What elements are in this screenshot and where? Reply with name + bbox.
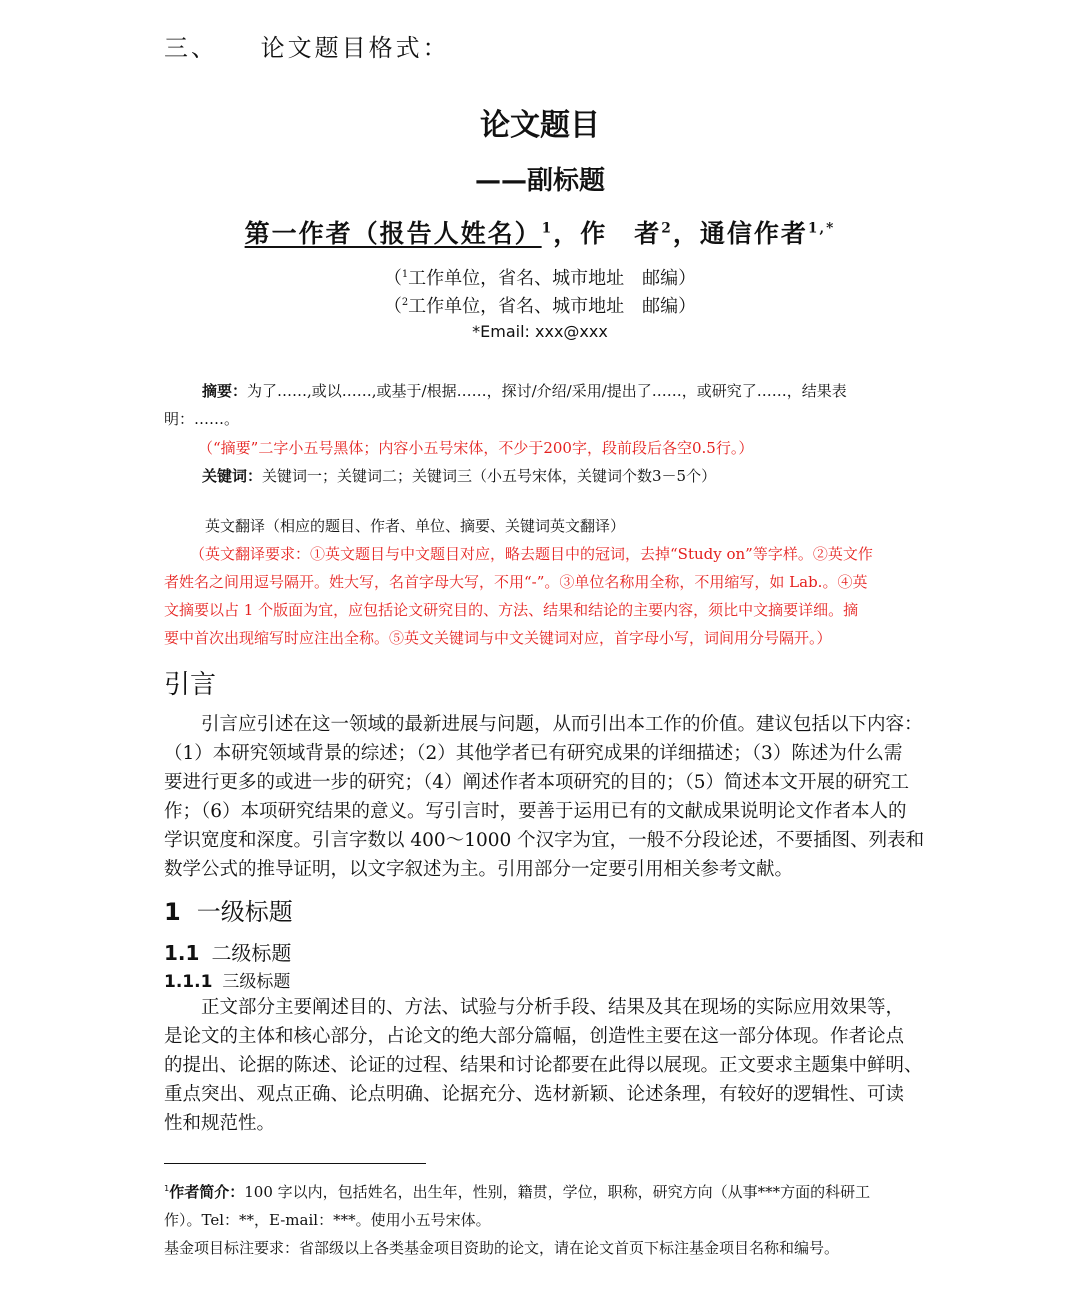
intro-line-3: 要进行更多的或进一步的研究；（4）阐述作者本项研究的目的；（5）简述本文开展的研究工 <box>164 772 910 793</box>
body-line-1: 正文部分主要阐述目的、方法、试验与分析手段、结果及其在现场的实际应用效果等， <box>164 997 905 1018</box>
second-author: ，作 者 <box>553 219 662 248</box>
english-heading: 英文翻译（相应的题目、作者、单位、摘要、关键词英文翻译） <box>205 517 626 535</box>
second-author-sup: 2 <box>661 220 673 237</box>
intro-heading: 引言 <box>164 670 217 700</box>
first-author: 第一作者（报告人姓名） <box>244 219 542 248</box>
intro-line-2: （1）本研究领域背景的综述；（2）其他学者已有研究成果的详细描述；（3）陈述为什么需 <box>164 743 903 764</box>
keywords-label: 关键词： <box>202 467 263 485</box>
body-line-5: 性和规范性。 <box>164 1113 276 1134</box>
section-heading <box>164 28 450 63</box>
first-author-sup: 1 <box>541 220 554 237</box>
english-req-1: （英文翻译要求：①英文题目与中文题目对应，略去题目中的冠词，去掉“Study on”等字样。②英文作 <box>190 545 873 563</box>
abstract-text-1: 为了……,或以……,或基于/根据……，探讨/介绍/采用/提出了……，或研究了……，结果表 <box>247 382 847 400</box>
abstract-label: 摘要： <box>202 382 248 400</box>
intro-line-6: 数学公式的推导证明，以文字叙述为主。引用部分一定要引用相关参考文献。 <box>164 859 794 880</box>
abstract-line-1 <box>202 380 847 401</box>
intro-line-4: 作；（6）本项研究结果的意义。写引言时，要善于运用已有的文献成果说明论文作者本人的 <box>164 801 907 822</box>
footnote-label: 作者简介： <box>169 1183 245 1201</box>
affiliation-1-sup: 1 <box>401 269 409 280</box>
body-line-4: 重点突出、观点正确、论点明确、论据充分、选材新颖、论述条理，有较好的逻辑性、可读 <box>164 1084 905 1105</box>
abstract-text-2: 明：……。 <box>164 410 240 428</box>
footnote-divider <box>164 1163 426 1164</box>
heading-level-2-text: 二级标题 <box>211 941 292 965</box>
fund-note: 基金项目标注要求：省部级以上各类基金项目资助的论文，请在论文首页下标注基金项目名称和编号。 <box>164 1239 840 1257</box>
body-line-3: 的提出、论据的陈述、论证的过程、结果和讨论都要在此得以展现。正文要求主题集中鲜明、 <box>164 1055 923 1076</box>
abstract-note: （“摘要”二字小五号黑体；内容小五号宋体，不少于200字，段前段后各空0.5行。） <box>198 439 754 457</box>
section-heading-text: 论文题目格式： <box>260 34 450 62</box>
paper-title: 论文题目 <box>480 108 600 143</box>
footnote-text-2: 作）。Tel：**，E-mail：***。使用小五号宋体。 <box>164 1211 491 1229</box>
heading-level-2-number: 1.1 <box>164 941 200 965</box>
english-req-4: 要中首次出现缩写时应注出全称。⑤英文关键词与中文关键词对应，首字母小写，词间用分号隔开。） <box>164 629 832 647</box>
keywords-text: 关键词一；关键词二；关键词三（小五号宋体，关键词个数3－5个） <box>262 467 717 485</box>
heading-level-2 <box>164 937 291 966</box>
affiliation-1-text: 工作单位，省名、城市地址 邮编） <box>408 268 697 289</box>
footnote-line-1 <box>164 1181 870 1202</box>
intro-line-5: 学识宽度和深度。引言字数以 400～1000 个汉字为宜，一般不分段论述，不要插图、列表和 <box>164 830 925 851</box>
heading-level-3-number: 1.1.1 <box>164 972 213 992</box>
corresponding-author-sup: 1,* <box>807 220 836 237</box>
email-line: *Email: xxx@xxx <box>472 322 608 341</box>
affiliation-2-text: 工作单位，省名、城市地址 邮编） <box>408 296 697 317</box>
affiliation-2-sup: 2 <box>401 297 409 308</box>
english-req-3: 文摘要以占 1 个版面为宜，应包括论文研究目的、方法、结果和结论的主要内容，须比中文摘要详细。摘 <box>164 601 859 619</box>
section-heading-number: 三、 <box>164 34 218 62</box>
body-line-2: 是论文的主体和核心部分，占论文的绝大部分篇幅，创造性主要在这一部分体现。作者论点 <box>164 1026 905 1047</box>
heading-level-1-text: 一级标题 <box>196 898 293 926</box>
english-req-2: 者姓名之间用逗号隔开。姓大写，名首字母大写，不用“-”。③单位名称用全称，不用缩写，如 Lab.。④英 <box>164 573 868 591</box>
footnote-sup: 1 <box>164 1183 170 1193</box>
heading-level-3 <box>164 967 290 992</box>
heading-level-1-number: 1 <box>164 898 181 926</box>
heading-level-1 <box>164 892 293 927</box>
author-line <box>0 214 1080 250</box>
affiliation-2: （$^2$工作单位，省名、城市地址 邮编） <box>383 296 697 317</box>
heading-level-3-text: 三级标题 <box>222 972 291 992</box>
footnote-text-1: 100 字以内，包括姓名，出生年，性别，籍贯，学位，职称，研究方向（从事***方面的科研工 <box>244 1183 871 1201</box>
affiliation-1: （$^1$工作单位，省名、城市地址 邮编） <box>383 268 697 289</box>
corresponding-author: ，通信作者 <box>672 219 808 248</box>
keywords-line <box>202 465 716 486</box>
intro-line-1: 引言应引述在这一领域的最新进展与问题，从而引出本工作的价值。建议包括以下内容： <box>164 714 923 735</box>
paper-subtitle: ——副标题 <box>474 166 605 196</box>
